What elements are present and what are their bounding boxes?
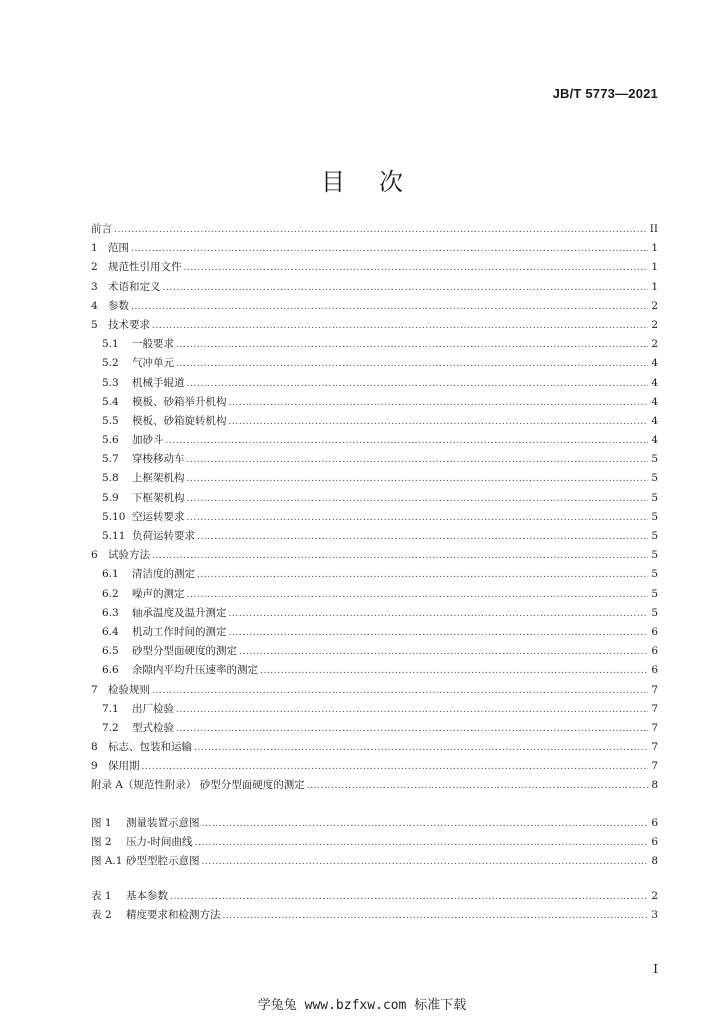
entry-title: 机动工作时间的测定 bbox=[132, 625, 227, 638]
entry-number: 6.4 bbox=[102, 625, 119, 638]
entry-page: 3 bbox=[651, 909, 658, 922]
entry-number: 2 bbox=[91, 261, 98, 274]
toc-entry[interactable] bbox=[91, 642, 658, 661]
entry-number: 6.3 bbox=[102, 606, 119, 619]
dot-leader bbox=[131, 297, 648, 317]
entry-title: 模板、砂箱举升机构 bbox=[132, 395, 227, 408]
document-code: JB/T 5773—2021 bbox=[552, 86, 658, 101]
entry-title: 出厂检验 bbox=[132, 702, 174, 715]
toc-entry[interactable] bbox=[91, 489, 658, 508]
toc-entry[interactable] bbox=[91, 585, 658, 604]
entry-page: 4 bbox=[651, 357, 658, 370]
toc-entry[interactable] bbox=[91, 719, 658, 738]
entry-title: 机械手辊道 bbox=[132, 376, 185, 389]
dot-leader bbox=[114, 220, 648, 240]
dot-leader bbox=[187, 489, 649, 509]
entry-page: 6 bbox=[651, 817, 658, 829]
toc-entry[interactable] bbox=[91, 757, 658, 776]
dot-leader bbox=[152, 316, 648, 336]
dot-leader bbox=[187, 508, 649, 528]
entry-title: 技术要求 bbox=[108, 318, 150, 331]
entry-title: 型式检验 bbox=[132, 721, 174, 734]
toc-entry[interactable] bbox=[91, 335, 658, 354]
footer-watermark: 学兔兔 www.bzfxw.com 标准下载 bbox=[257, 998, 467, 1013]
entry-number: 表 2 bbox=[91, 909, 112, 922]
entry-number: 图 1 bbox=[91, 817, 112, 829]
entry-title: 保用期 bbox=[108, 760, 140, 773]
toc-entry[interactable] bbox=[91, 374, 658, 393]
entry-number: 图 A.1 bbox=[91, 855, 123, 868]
dot-leader bbox=[239, 642, 648, 662]
entry-page: 2 bbox=[651, 890, 658, 902]
entry-number: 9 bbox=[91, 760, 98, 773]
toc-entry[interactable] bbox=[91, 354, 658, 373]
entry-title: 试验方法 bbox=[108, 549, 150, 562]
toc-entry[interactable] bbox=[91, 508, 658, 527]
toc-entry[interactable] bbox=[91, 412, 658, 431]
toc-entry[interactable] bbox=[91, 450, 658, 469]
dot-leader bbox=[194, 738, 648, 758]
entry-number: 5.11 bbox=[102, 530, 126, 542]
toc-entry[interactable] bbox=[91, 220, 658, 239]
entry-number: 5.6 bbox=[102, 434, 119, 447]
dot-leader bbox=[166, 431, 649, 451]
entry-page: 1 bbox=[651, 261, 658, 274]
entry-number: 表 1 bbox=[91, 890, 112, 902]
dot-leader bbox=[197, 565, 648, 585]
entry-number: 5 bbox=[91, 318, 98, 331]
entry-page: 4 bbox=[651, 395, 658, 408]
entry-title: 一般要求 bbox=[132, 338, 174, 351]
table-entry[interactable] bbox=[91, 906, 658, 925]
entry-title: 参数 bbox=[108, 299, 129, 312]
entry-title: 标志、包装和运输 bbox=[108, 741, 192, 754]
dot-leader bbox=[176, 354, 648, 374]
list-of-tables bbox=[91, 887, 658, 925]
toc-entry[interactable] bbox=[91, 738, 658, 757]
entry-title: 检验规则 bbox=[108, 683, 150, 696]
dot-leader bbox=[152, 546, 648, 566]
entry-number: 5.4 bbox=[102, 395, 119, 408]
entry-title: 规范性引用文件 bbox=[108, 261, 182, 274]
entry-number: 7.1 bbox=[102, 702, 119, 715]
entry-title: 清洁度的测定 bbox=[132, 568, 195, 581]
entry-page: 5 bbox=[651, 510, 658, 523]
entry-page: 5 bbox=[651, 491, 658, 504]
entry-page: 4 bbox=[651, 376, 658, 389]
entry-page: 1 bbox=[651, 280, 658, 293]
toc-entry[interactable] bbox=[91, 527, 658, 546]
toc-entry[interactable] bbox=[91, 661, 658, 680]
entry-number: 4 bbox=[91, 299, 98, 312]
entry-title: 余隙内平均升压速率的测定 bbox=[132, 664, 258, 677]
entry-title: 测量装置示意图 bbox=[126, 817, 200, 829]
entry-page: 6 bbox=[651, 625, 658, 638]
entry-page: 6 bbox=[651, 836, 658, 849]
entry-number: 7 bbox=[91, 683, 98, 696]
entry-number: 6 bbox=[91, 549, 98, 562]
dot-leader bbox=[176, 719, 648, 739]
entry-title: 砂型型腔示意图 bbox=[126, 855, 200, 868]
entry-number: 图 2 bbox=[91, 836, 112, 849]
entry-number: 5.3 bbox=[102, 376, 119, 389]
entry-page: 2 bbox=[651, 318, 658, 331]
entry-page: 7 bbox=[651, 702, 658, 715]
entry-page: 7 bbox=[651, 683, 658, 696]
dot-leader bbox=[187, 469, 649, 489]
entry-number: 1 bbox=[91, 242, 98, 255]
dot-leader bbox=[152, 681, 648, 701]
entry-title: 负荷运转要求 bbox=[132, 530, 195, 542]
entry-page: 5 bbox=[651, 549, 658, 562]
dot-leader bbox=[195, 833, 648, 853]
table-entry[interactable] bbox=[91, 887, 658, 906]
entry-number: 5.10 bbox=[102, 510, 126, 523]
entry-title: 模板、砂箱旋转机构 bbox=[132, 414, 227, 427]
entry-title: 穿梭移动车 bbox=[132, 453, 185, 466]
dot-leader bbox=[187, 450, 649, 470]
entry-title: 气冲单元 bbox=[132, 357, 174, 370]
dot-leader bbox=[176, 700, 648, 720]
entry-title: 加砂斗 bbox=[132, 434, 164, 447]
entry-title: 砂型分型面硬度的测定 bbox=[132, 645, 237, 658]
dot-leader bbox=[184, 258, 649, 278]
entry-number: 8 bbox=[91, 741, 98, 754]
entry-title: 精度要求和检测方法 bbox=[126, 909, 221, 922]
entry-page: 5 bbox=[651, 568, 658, 581]
entry-page: 8 bbox=[651, 779, 658, 792]
entry-number: 5.7 bbox=[102, 453, 119, 466]
toc-entry[interactable] bbox=[91, 469, 658, 488]
entry-page: 7 bbox=[651, 760, 658, 773]
dot-leader bbox=[229, 412, 649, 432]
toc-entry[interactable] bbox=[91, 278, 658, 297]
entry-number: 6.6 bbox=[102, 664, 119, 677]
entry-number: 7.2 bbox=[102, 721, 119, 734]
entry-page: 4 bbox=[651, 414, 658, 427]
entry-page: 6 bbox=[651, 645, 658, 658]
entry-page: 5 bbox=[651, 453, 658, 466]
entry-page: 7 bbox=[651, 741, 658, 754]
dot-leader bbox=[229, 623, 649, 643]
toc-entry[interactable] bbox=[91, 258, 658, 277]
entry-title: 基本参数 bbox=[126, 890, 168, 902]
toc-entry[interactable] bbox=[91, 316, 658, 335]
entry-title: 范围 bbox=[108, 242, 129, 255]
toc-entry[interactable] bbox=[91, 623, 658, 642]
toc-entry[interactable] bbox=[91, 604, 658, 623]
dot-leader bbox=[170, 887, 648, 907]
dot-leader bbox=[187, 374, 649, 394]
entry-page: 7 bbox=[651, 721, 658, 734]
dot-leader bbox=[197, 527, 648, 547]
toc-entry[interactable] bbox=[91, 297, 658, 316]
toc-entry[interactable] bbox=[91, 239, 658, 258]
entry-page: 2 bbox=[651, 299, 658, 312]
entry-number: 5.2 bbox=[102, 357, 119, 370]
entry-page: 5 bbox=[651, 472, 658, 485]
entry-number: 3 bbox=[91, 280, 98, 293]
dot-leader bbox=[223, 906, 649, 926]
entry-page: 4 bbox=[651, 434, 658, 447]
entry-page: 1 bbox=[651, 242, 658, 255]
figure-entry[interactable] bbox=[91, 814, 658, 833]
entry-title: 术语和定义 bbox=[108, 280, 161, 293]
entry-number: 5.1 bbox=[102, 338, 119, 351]
entry-page: II bbox=[649, 223, 658, 235]
dot-leader bbox=[187, 585, 649, 605]
entry-title: 噪声的测定 bbox=[132, 587, 185, 600]
figure-entry[interactable] bbox=[91, 833, 658, 852]
entry-page: 2 bbox=[651, 338, 658, 351]
figure-entry[interactable] bbox=[91, 852, 658, 871]
entry-title: 下框架机构 bbox=[132, 491, 185, 504]
dot-leader bbox=[142, 757, 649, 777]
table-of-contents bbox=[91, 220, 658, 796]
dot-leader bbox=[163, 278, 649, 298]
entry-title: 轴承温度及温升测定 bbox=[132, 606, 227, 619]
toc-entry[interactable] bbox=[91, 700, 658, 719]
entry-number: 5.8 bbox=[102, 472, 119, 485]
entry-page: 5 bbox=[651, 587, 658, 600]
dot-leader bbox=[176, 335, 648, 355]
dot-leader bbox=[202, 814, 649, 834]
entry-number: 6.2 bbox=[102, 587, 119, 600]
entry-number: 5.9 bbox=[102, 491, 119, 504]
list-of-figures bbox=[91, 814, 658, 872]
entry-title: 附录 A（规范性附录） 砂型分型面硬度的测定 bbox=[91, 779, 305, 792]
entry-title: 上框架机构 bbox=[132, 472, 185, 485]
entry-page: 5 bbox=[651, 606, 658, 619]
toc-entry[interactable] bbox=[91, 431, 658, 450]
dot-leader bbox=[260, 661, 648, 681]
entry-title: 空运转要求 bbox=[132, 510, 185, 523]
toc-entry[interactable] bbox=[91, 681, 658, 700]
entry-number: 5.5 bbox=[102, 414, 119, 427]
entry-number: 6.5 bbox=[102, 645, 119, 658]
entry-page: 8 bbox=[651, 855, 658, 868]
toc-entry[interactable] bbox=[91, 393, 658, 412]
page-title: 目次 bbox=[321, 168, 437, 196]
entry-page: 5 bbox=[651, 530, 658, 542]
page-number: I bbox=[653, 962, 658, 976]
dot-leader bbox=[229, 393, 649, 413]
entry-title: 前言 bbox=[91, 223, 112, 235]
dot-leader bbox=[131, 239, 648, 259]
entry-title: 压力-时间曲线 bbox=[126, 836, 193, 849]
toc-entry[interactable] bbox=[91, 546, 658, 565]
dot-leader bbox=[307, 776, 648, 796]
entry-page: 6 bbox=[651, 664, 658, 677]
toc-entry[interactable] bbox=[91, 776, 658, 795]
entry-number: 6.1 bbox=[102, 568, 119, 581]
toc-entry[interactable] bbox=[91, 565, 658, 584]
dot-leader bbox=[229, 604, 649, 624]
dot-leader bbox=[202, 852, 649, 872]
